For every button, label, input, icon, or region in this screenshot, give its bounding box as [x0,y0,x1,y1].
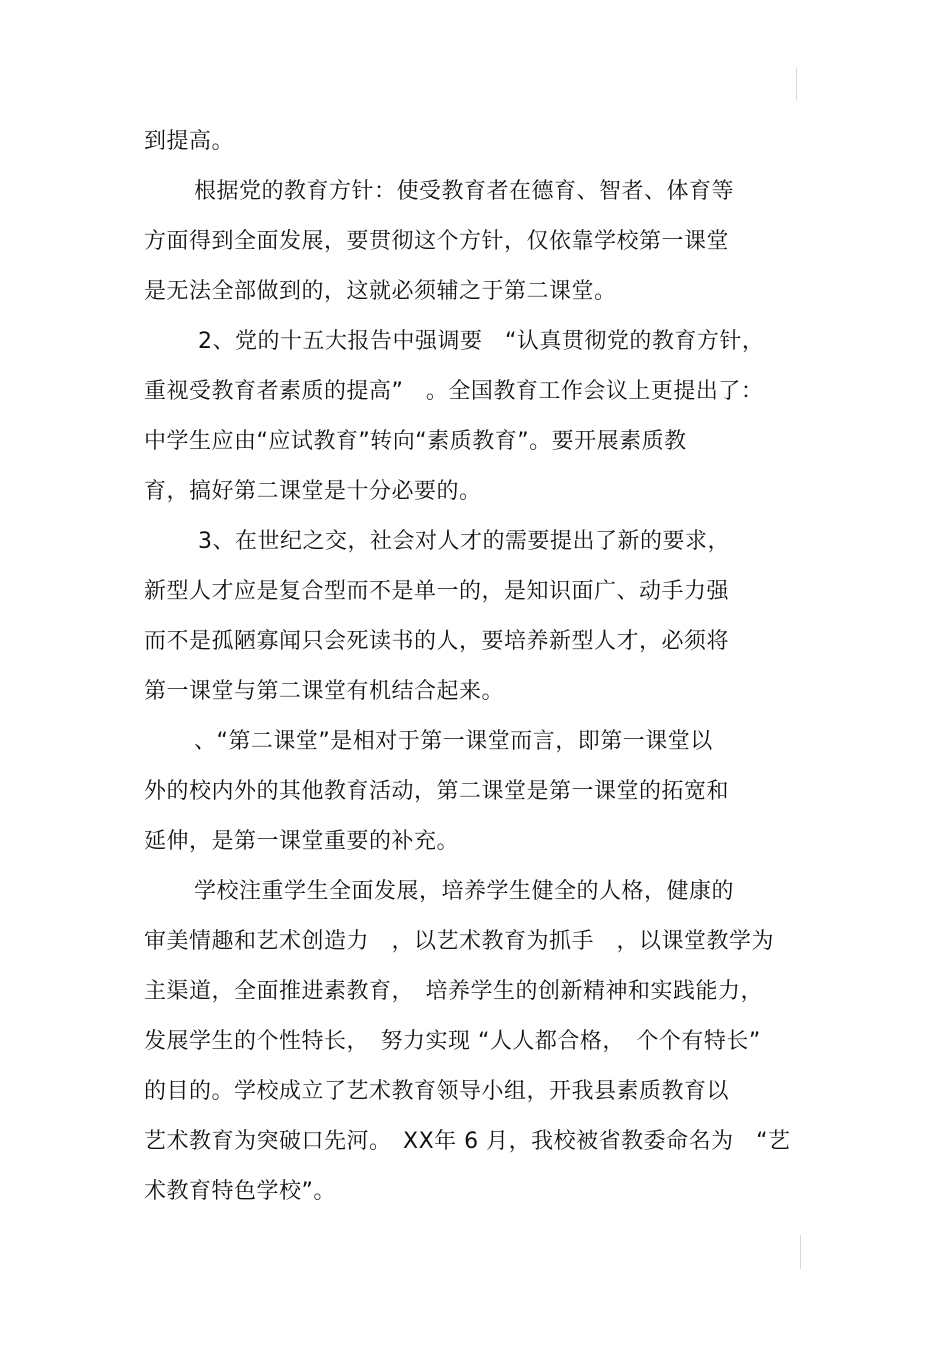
text-line-16: 学校注重学生全面发展，培养学生健全的人格，健康的 [194,879,735,904]
text-line-8: 育，搞好第二课堂是十分必要的。 [144,479,482,504]
text-line-10: 新型人才应是复合型而不是单一的，是知识面广、动手力强 [144,579,730,604]
text-line-9: 3、在世纪之交，社会对人才的需要提出了新的要求， [198,529,730,554]
text-line-17: 审美情趣和艺术创造力 ，以艺术教育为抓手 ，以课堂教学为 [144,929,775,954]
text-line-7: 中学生应由“应试教育”转向“素质教育”。要开展素质教 [144,429,687,454]
text-line-13: 、“第二课堂”是相对于第一课堂而言，即第一课堂以 [194,729,713,754]
text-line-22: 术教育特色学校”。 [144,1179,336,1204]
text-line-20: 的目的。学校成立了艺术教育领导小组，开我县素质教育以 [144,1079,730,1104]
text-line-6: 重视受教育者素质的提高” 。全国教育工作会议上更提出了： [144,379,764,404]
text-line-1: 到提高。 [144,129,235,154]
text-line-3: 方面得到全面发展，要贯彻这个方针，仅依靠学校第一课堂 [144,229,730,254]
text-line-2: 根据党的教育方针：使受教育者在德育、智者、体育等 [194,179,735,204]
text-line-12: 第一课堂与第二课堂有机结合起来。 [144,679,505,704]
text-line-11: 而不是孤陋寡闻只会死读书的人，要培养新型人才，必须将 [144,629,730,654]
text-line-4: 是无法全部做到的，这就必须辅之于第二课堂。 [144,279,617,304]
text-line-14: 外的校内外的其他教育活动，第二课堂是第一课堂的拓宽和 [144,779,730,804]
text-line-21: 艺术教育为突破口先河。 XX年 6 月，我校被省教委命名为 “艺 [144,1129,791,1154]
text-line-5: 2、党的十五大报告中强调要 “认真贯彻党的教育方针， [198,329,765,354]
text-line-15: 延伸，是第一课堂重要的补充。 [144,829,460,854]
text-line-18: 主渠道，全面推进素教育， 培养学生的创新精神和实践能力， [144,979,764,1004]
page-edge-mark-top [796,68,797,100]
page-edge-mark-bottom [800,1235,801,1269]
text-line-19: 发展学生的个性特长， 努力实现 “人人都合格， 个个有特长” [144,1029,761,1054]
